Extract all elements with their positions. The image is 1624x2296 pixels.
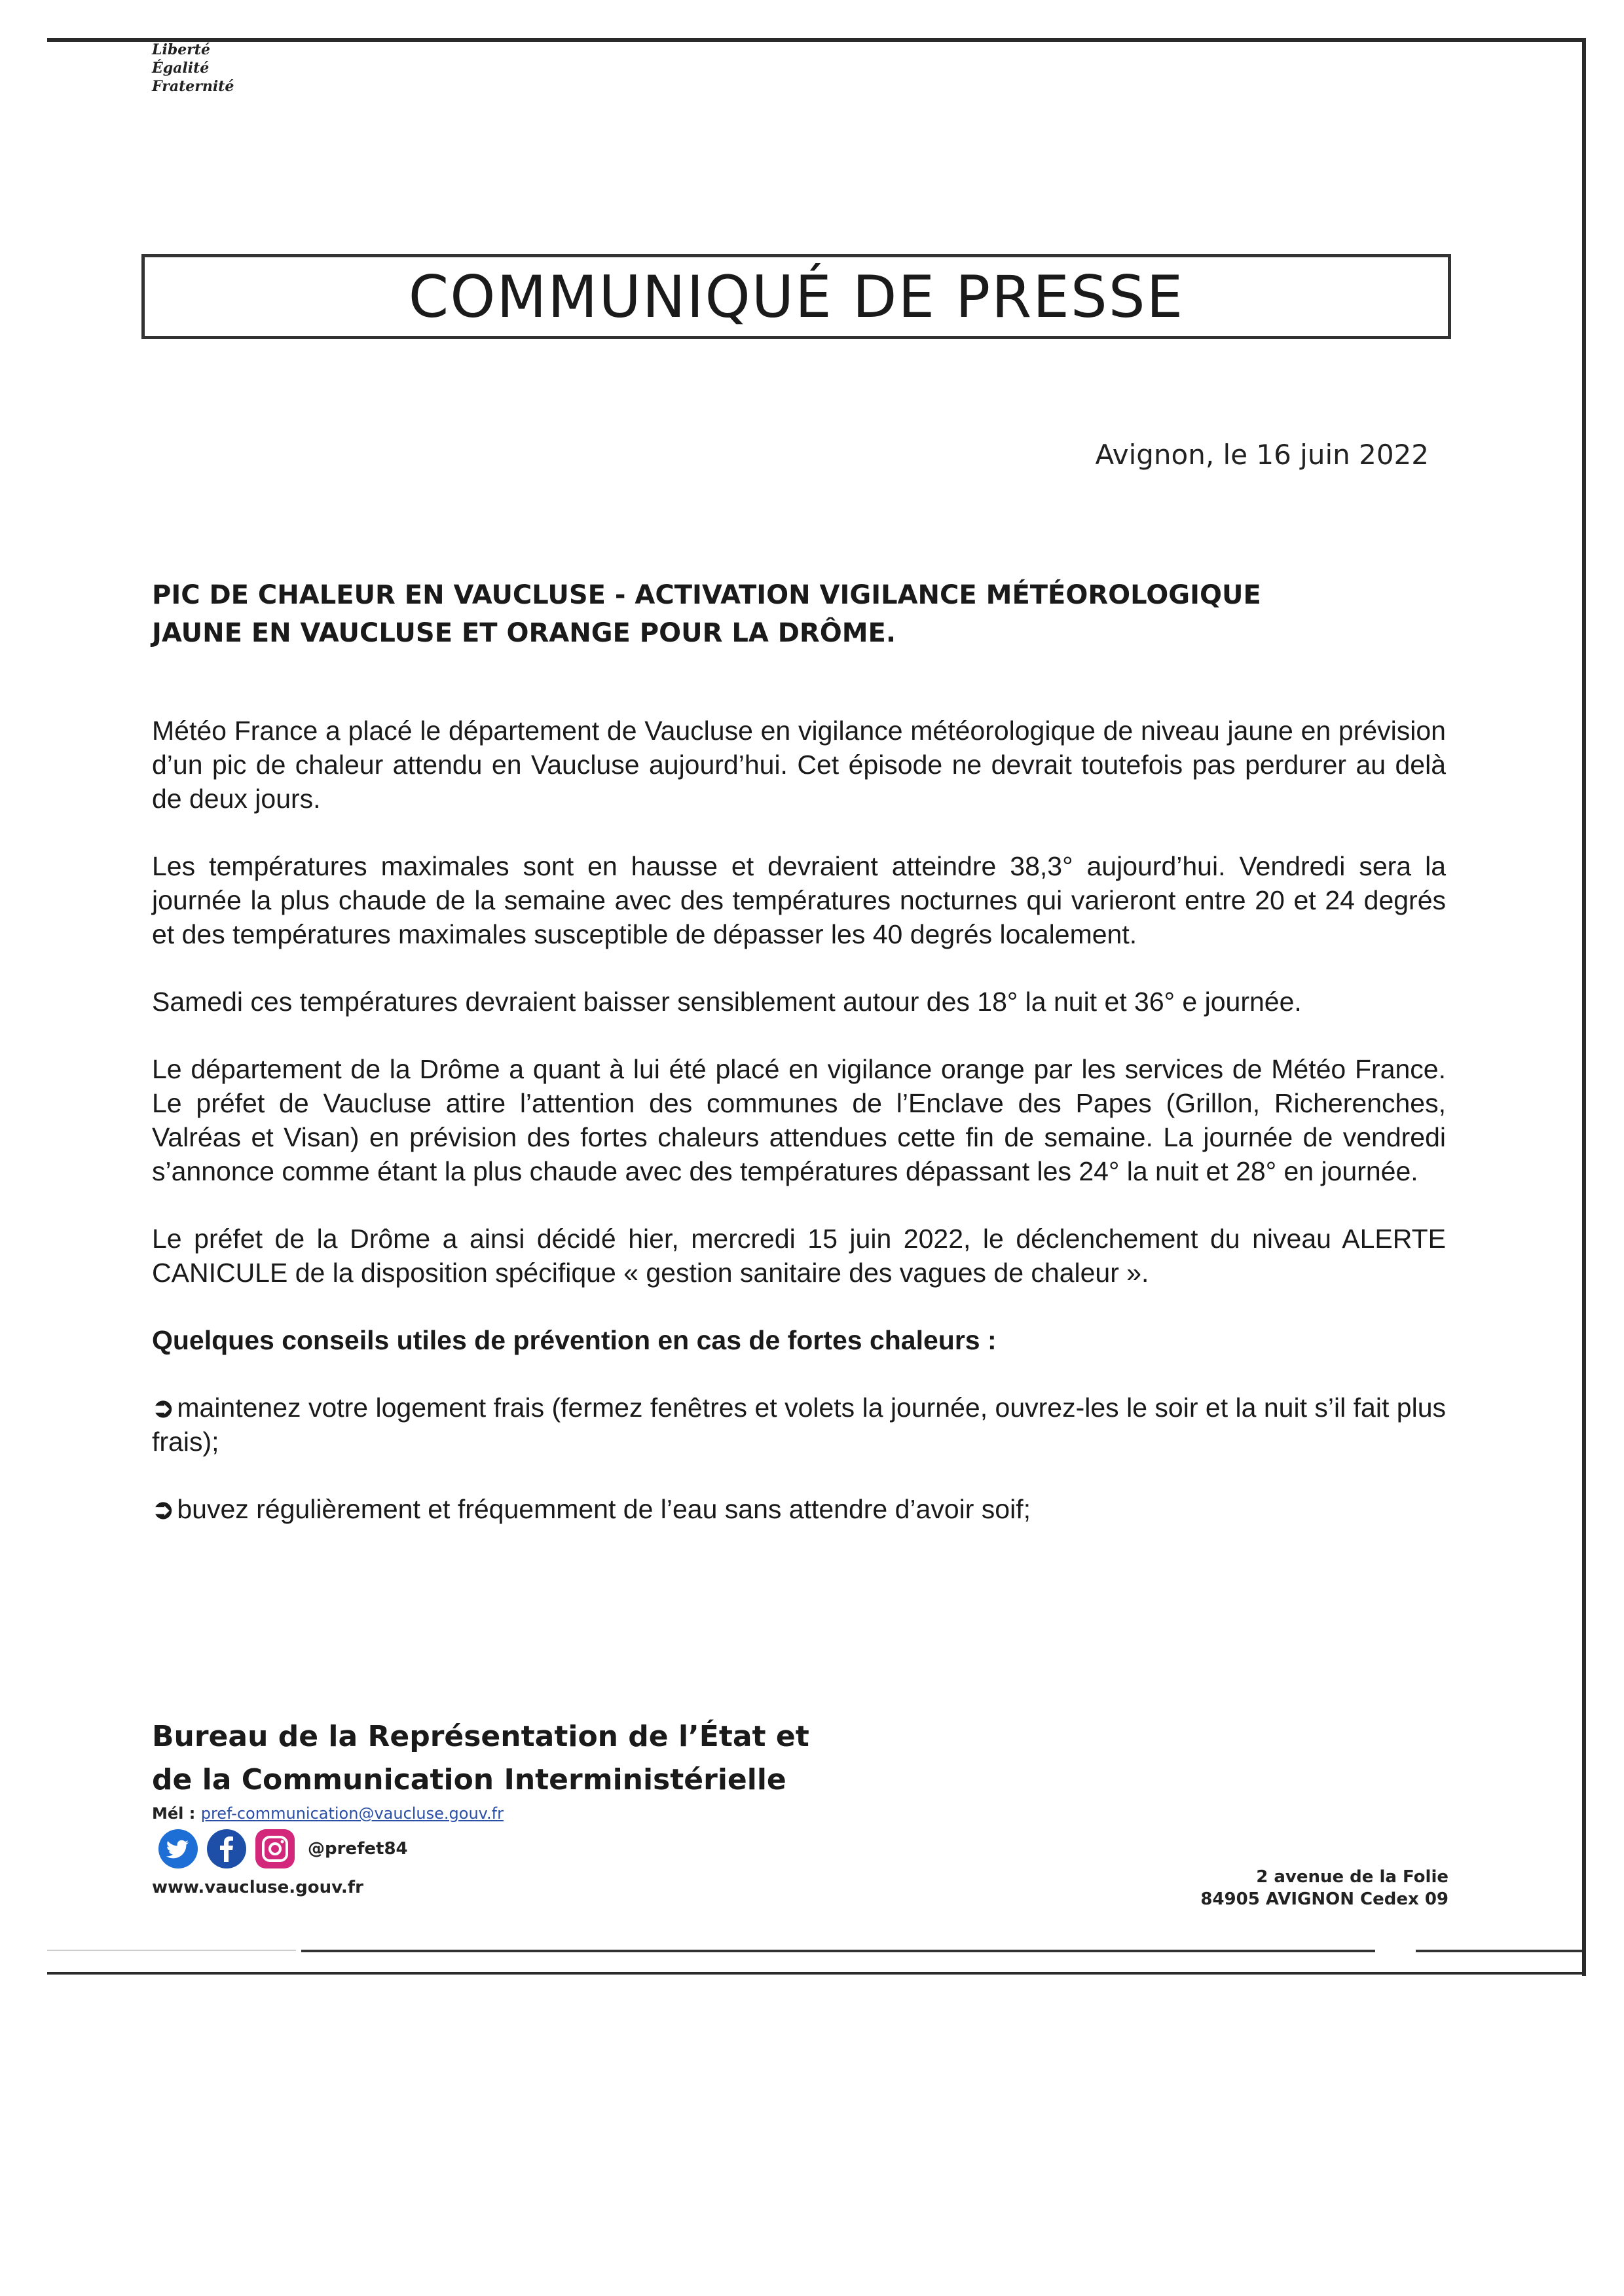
title-box xyxy=(141,254,1451,339)
headline xyxy=(152,576,1396,652)
advice-list xyxy=(152,1391,1446,1526)
footer-rule-right xyxy=(1416,1950,1582,1952)
footer-rule xyxy=(301,1950,1375,1952)
motto-fraternite: Fraternité xyxy=(152,78,234,95)
conseils-title: Quelques conseils utiles de prévention en cas de fortes chaleurs : xyxy=(152,1325,997,1355)
paragraph-drome: Le département de la Drôme a quant à lui été placé en vigilance orange par les services de Météo France. Le préfet de Vaucluse attire l’attention des communes de l’Enclave des Papes (Grillon, Richerenches, Valréas et Visan) en prévision des fortes chaleurs attendues cette fin de semaine. La journée de vendredi s’annonce comme étant la plus chaude avec des températures dépassant les 24° la nuit et 28° en journée. xyxy=(152,1054,1446,1186)
arrow-bullet-icon: ➲ xyxy=(152,1393,175,1423)
address-line-2: 84905 AVIGNON Cedex 09 xyxy=(1200,1889,1449,1909)
twitter-icon[interactable] xyxy=(157,1828,199,1870)
motto-liberte: Liberté xyxy=(152,41,210,58)
advice-text: buvez régulièrement et fréquemment de l’eau sans attendre d’avoir soif; xyxy=(177,1494,1031,1524)
email-link[interactable]: pref-communication@vaucluse.gouv.fr xyxy=(200,1804,504,1823)
headline-line-2: JAUNE EN VAUCLUSE ET ORANGE POUR LA DRÔME. xyxy=(152,618,896,648)
postal-address xyxy=(1200,1866,1449,1910)
arrow-bullet-icon: ➲ xyxy=(152,1494,175,1524)
paragraph-meteo-france: Météo France a placé le département de Vaucluse en vigilance météorologique de niveau jaune en prévision d’un pic de chaleur attendu en Vaucluse aujourd’hui. Cet épisode ne devrait toutefois pas perdurer au delà de deux jours. xyxy=(152,716,1446,814)
footer-rule-left xyxy=(47,1950,296,1951)
list-item xyxy=(152,1391,1446,1459)
motto-egalite: Égalité xyxy=(152,60,210,77)
signature-line-2: de la Communication Interministérielle xyxy=(152,1763,786,1796)
social-handle: @prefet84 xyxy=(308,1839,408,1859)
body-content xyxy=(152,714,1446,1559)
headline-line-1: PIC DE CHALEUR EN VAUCLUSE - ACTIVATION VIGILANCE MÉTÉOROLOGIQUE xyxy=(152,580,1261,610)
page-title: COMMUNIQUÉ DE PRESSE xyxy=(408,263,1185,331)
paragraph-temperatures: Les températures maximales sont en hausse et devraient atteindre 38,3° aujourd’hui. Vendredi sera la journée la plus chaude de la semaine avec des températures nocturnes qui varieront entre 20 et 24 degrés et des températures maximales susceptible de dépasser les 40 degrés localement. xyxy=(152,851,1446,949)
paragraph-samedi: Samedi ces températures devraient baisser sensiblement autour des 18° la nuit et 36° e journée. xyxy=(152,987,1302,1017)
signature-block xyxy=(152,1715,809,1802)
signature-line-1: Bureau de la Représentation de l’État et xyxy=(152,1720,809,1753)
address-line-1: 2 avenue de la Folie xyxy=(1256,1867,1449,1887)
advice-text: maintenez votre logement frais (fermez fenêtres et volets la journée, ouvrez-les le soir et la nuit s’il fait plus frais); xyxy=(152,1393,1446,1457)
page-frame-top xyxy=(47,38,1586,42)
list-item xyxy=(152,1492,1446,1526)
paragraph-alerte-canicule: Le préfet de la Drôme a ainsi décidé hier, mercredi 15 juin 2022, le déclenchement du niveau ALERTE CANICULE de la disposition spécifique « gestion sanitaire des vagues de chaleur ». xyxy=(152,1224,1446,1288)
email-label: Mél : xyxy=(152,1804,196,1823)
website-link[interactable]: www.vaucluse.gouv.fr xyxy=(152,1878,363,1897)
document-date: Avignon, le 16 juin 2022 xyxy=(1095,439,1429,471)
email-line xyxy=(152,1804,504,1823)
instagram-icon[interactable] xyxy=(254,1828,296,1870)
social-links xyxy=(157,1828,408,1870)
page-frame-bottom xyxy=(47,1972,1586,1975)
facebook-icon[interactable] xyxy=(206,1828,248,1870)
republic-motto xyxy=(152,41,234,96)
page-frame-right xyxy=(1582,38,1586,1976)
